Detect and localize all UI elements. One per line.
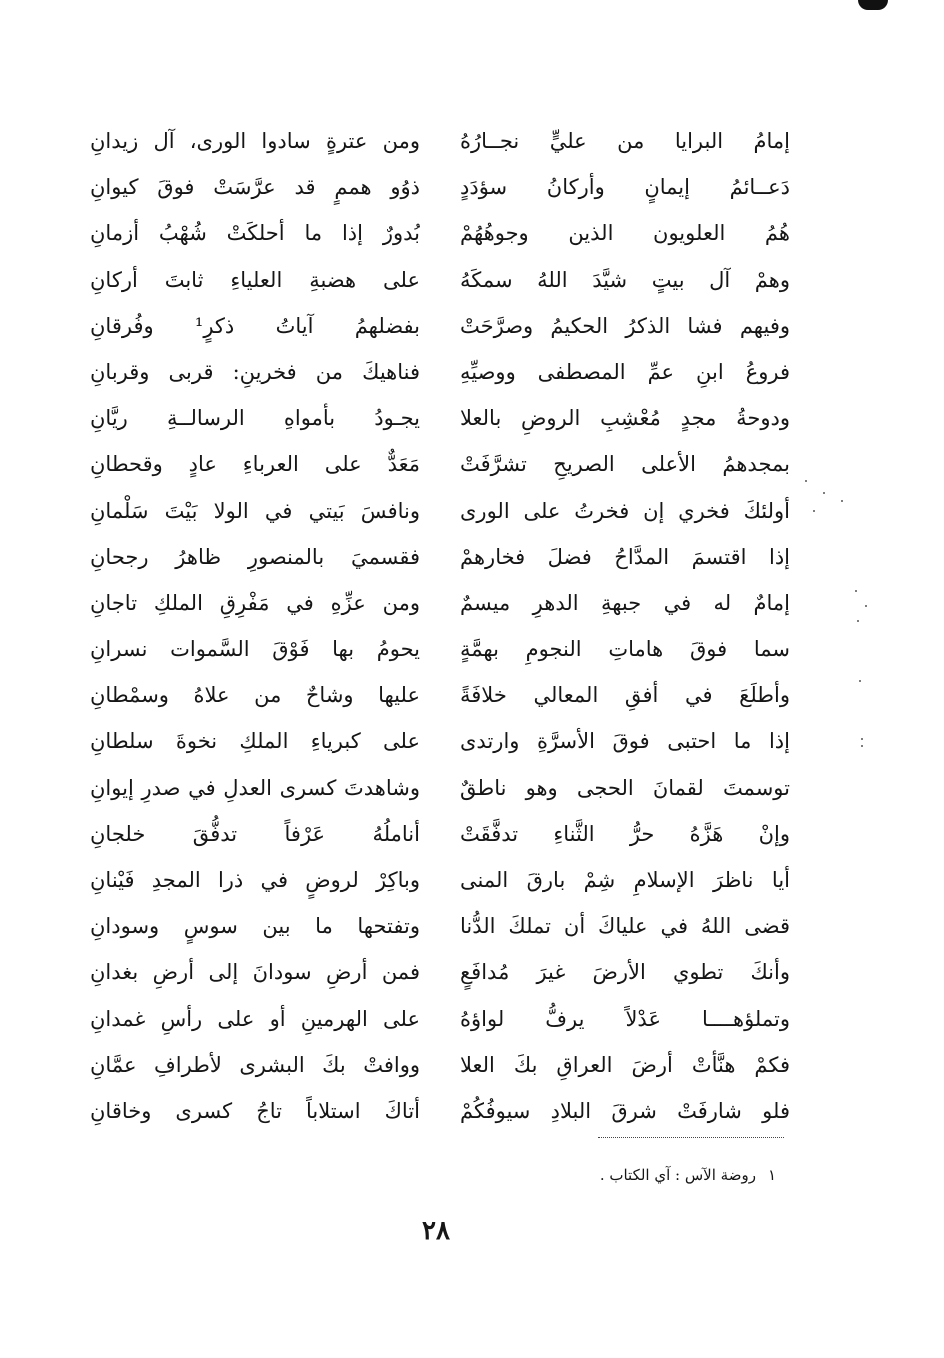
hemistich-left: فناهيكَ من فخرينِ: قربى وقربانِ xyxy=(90,359,420,384)
hemistich-left: أتاكَ استلاباً تاجُ كسرى وخاقانِ xyxy=(90,1098,420,1123)
footnote-divider xyxy=(598,1137,784,1138)
scan-speckles xyxy=(795,470,875,760)
hemistich-left: على كبرياءِ الملكِ نخوةَ سلطانِ xyxy=(90,729,420,754)
hemistich-left: بُدورٌ إذا ما أحلكَتْ شُهْبُ أزمانِ xyxy=(90,221,420,246)
hemistich-left: ذوُو هممٍ قد عرَّسَتْ فوقَ كيوانِ xyxy=(90,175,420,200)
hemistich-right: فلو شارفَتْ شرقَ البلادِ سيوفُكُمْ xyxy=(460,1098,790,1123)
page-number: ٢٨ xyxy=(422,1216,450,1246)
hemistich-left: فمن أرضِ سودانَ إلى أرضِ بغدانِ xyxy=(90,960,420,985)
poem xyxy=(90,118,790,1134)
hemistich-right: أيا ناظرَ الإسلامِ شِمْ بارقَ المنى xyxy=(460,868,790,892)
footnote-number: ١ xyxy=(767,1166,776,1184)
hemistich-left: عليها وشاحٌ من علاهُ وسمْطانِ xyxy=(90,683,420,708)
hemistich-right: هُمُ العلويون الذين وجوهُهُمْ xyxy=(460,221,790,246)
hemistich-left: مَعَدٌّ على العرباءِ عادٍ وقحطانِ xyxy=(90,452,420,477)
hemistich-right: دَعــائمُ إيمانٍ وأركانُ سؤدَدٍ xyxy=(460,175,790,200)
hemistich-left: ونافسَ بَيتي في الولا بَيْتَ سَلْمانِ xyxy=(90,498,420,523)
hemistich-left: أناملُهُ عَرْفاً تدفُّقَ خلجانِ xyxy=(90,821,420,846)
hemistich-right: إذا ما احتبى فوقَ الأسرَّةِ وارتدى xyxy=(460,729,790,754)
hemistich-right: فكمْ هنَّأتْ أرضَ العراقِ بكَ العلا xyxy=(460,1052,790,1077)
hemistich-left: ومن عترةٍ سادوا الورى، آل زيدانِ xyxy=(90,129,420,153)
hemistich-left: على الهرمينِ أو على رأسِ غمدانِ xyxy=(90,1006,420,1031)
hemistich-right: إمامُ البرايا من عليٍّ نجــارُهُ xyxy=(460,129,790,153)
hemistich-left: بفضلهمُ آياتُ ذكرٍ¹ وفُرقانِ xyxy=(90,313,420,338)
hemistich-left: وشاهدتَ كسرى العدلِ في صدرِ إيوانِ xyxy=(90,775,420,800)
hemistich-right: ودوحةُ مجدٍ مُعْشِبِ الروضِ بالعلا xyxy=(460,406,790,431)
hemistich-right: إمامٌ له في جبهةِ الدهرِ ميسمٌ xyxy=(460,590,790,615)
hemistich-right: بمجدهمُ الأعلى الصريحِ تشرَّفَتْ xyxy=(460,452,790,477)
hemistich-right: قضى اللهُ في علياكَ أن تملكَ الدُّنا xyxy=(460,914,790,939)
footnote-text: روضة الآس : آي الكتاب . xyxy=(599,1166,756,1184)
hemistich-left: يجـودُ بأمواهِ الرسالــةِ ريَّانِ xyxy=(90,406,420,431)
poem-right-column xyxy=(460,118,790,1134)
hemistich-left: وتفتحها ما بين سوسٍ وسودانِ xyxy=(90,914,420,939)
hemistich-right: وأطلَعَ في أفقِ المعالي خلافَةً xyxy=(460,683,790,708)
hemistich-right: وفيهم فشا الذكرُ الحكيمُ وصرَّحَتْ xyxy=(460,313,790,338)
hemistich-right: سما فوقَ هاماتِ النجومِ بهمَّةٍ xyxy=(460,637,790,662)
poem-left-column xyxy=(90,118,420,1134)
hemistich-left: فقسميَ بالمنصورِ ظاهرُ رجحانِ xyxy=(90,544,420,569)
footnote xyxy=(600,1166,776,1184)
ink-blot xyxy=(858,0,888,10)
hemistich-right: وإنْ هَزَّهُ حرُّ الثَّناءِ تدفَّقَتْ xyxy=(460,821,790,846)
hemistich-left: يحومُ بها فَوْقَ السَّموات نسرانِ xyxy=(90,637,420,662)
hemistich-left: ومن عزِّهِ في مَفْرِقِ الملكِ تاجانِ xyxy=(90,590,420,615)
hemistich-left: على هضبةِ العلياءِ ثابتَ أركانِ xyxy=(90,267,420,292)
hemistich-right: فروعُ ابنِ عمِّ المصطفى ووصيِّهِ xyxy=(460,359,790,384)
hemistich-left: ووافتْ بكَ البشرى لأطرافِ عمَّانِ xyxy=(90,1052,420,1077)
hemistich-right: وهمْ آل بيتٍ شيَّدَ اللهُ سمكَهُ xyxy=(460,267,790,292)
hemistich-right: وأنكَ تطوي الأرضَ غيرَ مُدافَعٍ xyxy=(460,960,790,985)
hemistich-right: وتملؤهــــا عَدْلاً يرفُّ لواؤهُ xyxy=(460,1006,790,1031)
hemistich-right: توسمتَ لقمانَ الحجى وهو ناطقٌ xyxy=(460,775,790,800)
hemistich-right: أولئكَ فخري إن فخرتُ على الورى xyxy=(460,498,790,523)
hemistich-left: وباكِرْ لروضٍ في ذرا المجدِ فَيْنانِ xyxy=(90,868,420,892)
hemistich-right: إذا اقتسمَ المدَّاحُ فضلَ فخارهمْ xyxy=(460,544,790,569)
